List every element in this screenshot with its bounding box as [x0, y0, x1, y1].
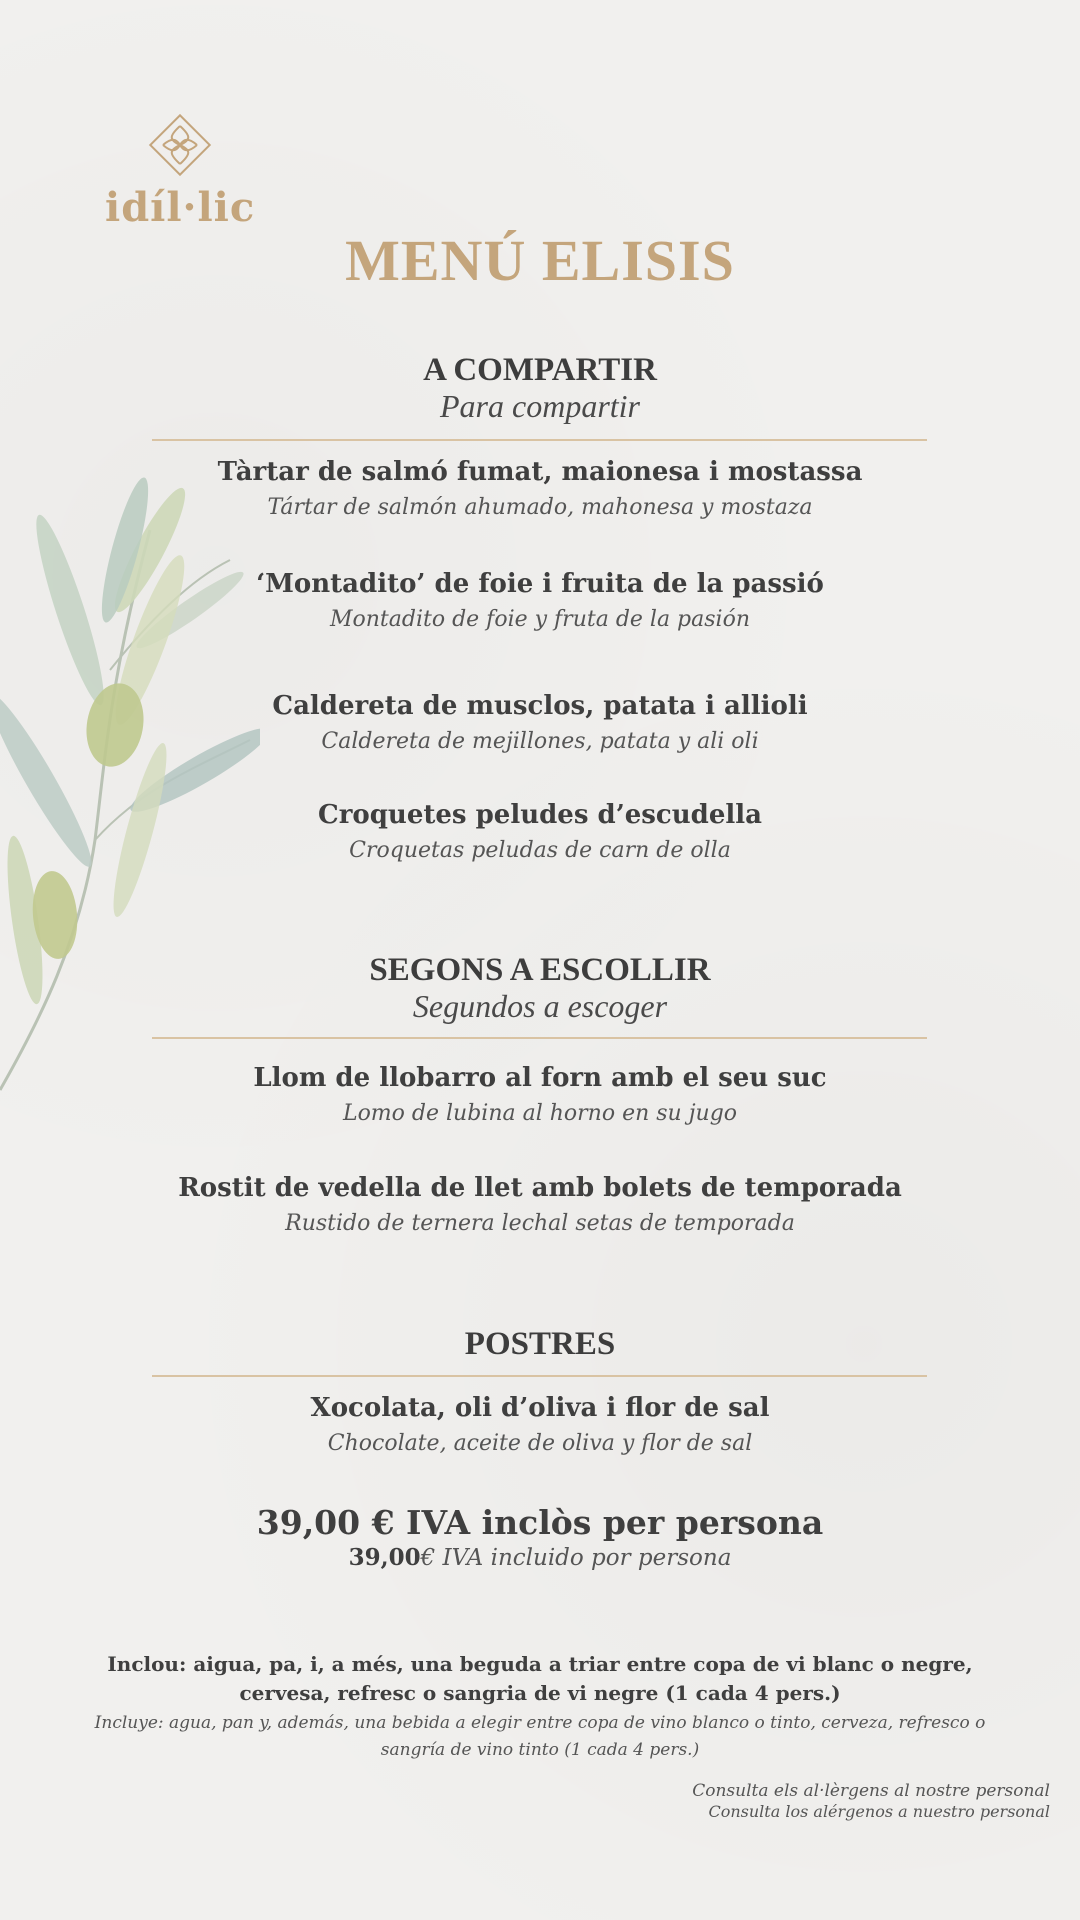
- dish-name-es: Chocolate, aceite de oliva y flor de sal: [327, 1431, 753, 1456]
- dish-item: [0, 689, 1080, 757]
- price-block: [0, 1503, 1080, 1573]
- dish-item: [0, 1171, 1080, 1239]
- dish-name-ca: Caldereta de musclos, patata i allioli: [272, 691, 808, 721]
- allergen-es: Consulta los alérgenos a nuestro personal: [708, 1802, 1050, 1821]
- section-heading-postres: [0, 1326, 1080, 1362]
- section-heading-es: Segundos a escoger: [412, 988, 668, 1024]
- brand-logo: [105, 108, 256, 231]
- dish-name-ca: Tàrtar de salmó fumat, maionesa i mostassa: [217, 457, 863, 487]
- section-heading-segons: [0, 952, 1080, 1024]
- includes-ca: Inclou: aigua, pa, i, a més, una beguda a triar entre copa de vi blanc o negre, cervesa, refresc o sangria de vi negre (1 cada 4 pers.): [107, 1652, 973, 1705]
- dish-name-ca: Rostit de vedella de llet amb bolets de temporada: [178, 1173, 902, 1203]
- brand-name: idíl·lic: [105, 184, 256, 231]
- dish-item: [0, 567, 1080, 635]
- dish-name-es: Lomo de lubina al horno en su jugo: [342, 1101, 738, 1126]
- dish-name-es: Rustido de ternera lechal setas de temporada: [285, 1211, 795, 1236]
- dish-name-es: Tártar de salmón ahumado, mahonesa y mostaza: [267, 495, 813, 520]
- dish-item: [0, 798, 1080, 866]
- dish-name-es: Croquetas peludas de carn de olla: [349, 838, 731, 863]
- section-heading-compartir: [0, 352, 1080, 424]
- section-divider: [152, 1037, 927, 1039]
- dish-name-ca: Llom de llobarro al forn amb el seu suc: [253, 1063, 827, 1093]
- dish-item: [0, 1061, 1080, 1129]
- price-ca: 39,00 € IVA inclòs per persona: [256, 1503, 824, 1542]
- price-es-amount: 39,00: [348, 1544, 421, 1571]
- dish-name-ca: Croquetes peludes d’escudella: [318, 800, 762, 830]
- section-heading-es: Para compartir: [440, 388, 640, 424]
- section-heading-ca: A COMPARTIR: [423, 352, 657, 388]
- section-heading-ca: SEGONS A ESCOLLIR: [369, 952, 711, 988]
- dish-item: [0, 1391, 1080, 1459]
- dish-name-ca: ‘Montadito’ de foie i fruita de la passió: [256, 569, 824, 599]
- knot-diamond-logo: [143, 108, 217, 182]
- dish-name-es: Montadito de foie y fruta de la pasión: [329, 607, 750, 632]
- dish-name-es: Caldereta de mejillones, patata y ali oli: [321, 729, 759, 754]
- includes-note: [90, 1650, 990, 1764]
- dish-name-ca: Xocolata, oli d’oliva i flor de sal: [310, 1393, 770, 1423]
- dish-item: [0, 455, 1080, 523]
- price-es: [0, 1543, 1080, 1573]
- allergen-ca: Consulta els al·lèrgens al nostre personal: [692, 1781, 1050, 1801]
- includes-es: Incluye: agua, pan y, además, una bebida a elegir entre copa de vino blanco o tinto, cerveza, refresco o sangría de vino tinto (1 cada 4 pers.): [94, 1713, 986, 1760]
- menu-title: MENÚ ELISIS: [345, 228, 735, 293]
- allergen-note: [692, 1780, 1050, 1822]
- section-divider: [152, 1375, 927, 1377]
- section-divider: [152, 439, 927, 441]
- price-es-text: € IVA incluido por persona: [420, 1545, 732, 1571]
- section-heading-ca: POSTRES: [464, 1326, 616, 1362]
